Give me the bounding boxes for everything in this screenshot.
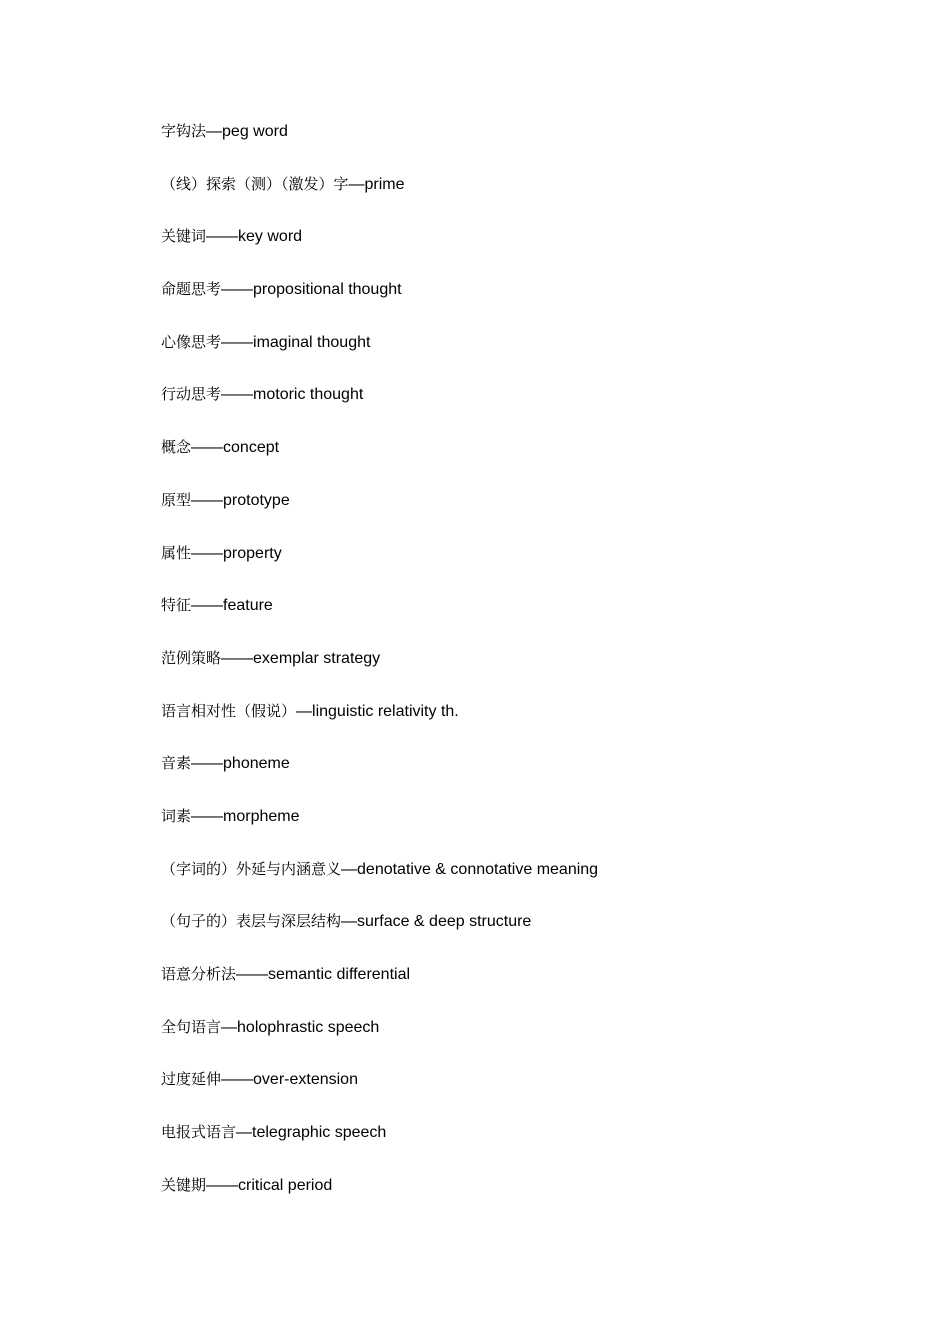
glossary-entry	[161, 1119, 881, 1172]
term-english: prototype	[223, 491, 290, 509]
term-separator: —	[296, 702, 313, 720]
glossary-entry	[161, 540, 881, 593]
term-separator: ——	[221, 333, 254, 351]
glossary-entry	[161, 908, 881, 961]
term-chinese: 特征	[161, 596, 192, 615]
glossary-entry	[161, 171, 881, 224]
glossary-entry	[161, 961, 881, 1014]
term-separator: ——	[191, 491, 224, 509]
term-chinese: 命题思考	[161, 280, 222, 299]
term-chinese: 语意分析法	[161, 965, 237, 983]
term-english: denotative & connotative meaning	[357, 860, 599, 878]
term-english: imaginal thought	[253, 333, 371, 351]
term-chinese: 关键词	[161, 227, 207, 246]
glossary-entry	[161, 750, 881, 803]
term-separator: —	[221, 1018, 238, 1036]
glossary-entry	[161, 1014, 881, 1067]
term-english: key word	[238, 228, 303, 246]
term-english: over-extension	[253, 1071, 358, 1089]
glossary-entry	[161, 223, 881, 276]
glossary-entry	[161, 118, 881, 171]
term-separator: —	[341, 860, 358, 878]
term-separator: ——	[191, 755, 224, 773]
term-chinese: 范例策略	[161, 648, 222, 667]
term-english: propositional thought	[253, 281, 402, 299]
term-chinese: 字钩法	[161, 122, 207, 140]
glossary-entry	[161, 1172, 881, 1225]
term-english: prime	[364, 175, 405, 193]
glossary-entry	[161, 487, 881, 540]
term-chinese: 音素	[161, 754, 192, 773]
term-separator: ——	[206, 228, 239, 246]
term-separator: ——	[191, 544, 224, 562]
term-separator: —	[348, 175, 365, 193]
glossary-entry	[161, 1066, 881, 1119]
term-chinese: 概念	[161, 438, 192, 457]
glossary-entry	[161, 698, 881, 751]
glossary-entry	[161, 856, 881, 909]
term-separator: —	[236, 1124, 253, 1142]
term-english: semantic differential	[268, 966, 411, 983]
term-english: linguistic relativity th.	[312, 702, 459, 720]
term-chinese: （线）探索（测）（激发）字	[161, 174, 349, 193]
term-english: feature	[223, 597, 273, 615]
glossary-entry	[161, 592, 881, 645]
term-chinese: 词素	[161, 806, 192, 825]
term-english: peg word	[222, 123, 288, 140]
term-english: telegraphic speech	[252, 1124, 387, 1142]
glossary-entry	[161, 803, 881, 856]
term-chinese: （字词的）外延与内涵意义	[161, 859, 342, 878]
term-separator: —	[341, 913, 358, 931]
term-separator: ——	[191, 597, 224, 615]
term-separator: —	[206, 123, 223, 140]
glossary-entry	[161, 434, 881, 487]
term-chinese: 心像思考	[161, 332, 222, 351]
term-separator: ——	[221, 649, 254, 667]
term-separator: ——	[191, 807, 224, 825]
term-chinese: 语言相对性（假说）	[161, 701, 297, 720]
term-english: motoric thought	[253, 386, 364, 404]
term-separator: ——	[221, 281, 254, 299]
glossary-entry	[161, 645, 881, 698]
glossary-entry	[161, 276, 881, 329]
term-separator: ——	[221, 386, 254, 404]
term-english: holophrastic speech	[237, 1018, 380, 1036]
term-chinese: 行动思考	[161, 385, 222, 404]
term-english: phoneme	[223, 755, 290, 773]
term-chinese: 全句语言	[161, 1017, 222, 1036]
term-english: morpheme	[223, 807, 300, 825]
glossary-list	[161, 118, 881, 1224]
glossary-entry	[161, 381, 881, 434]
term-english: exemplar strategy	[253, 649, 381, 667]
term-separator: ——	[236, 966, 269, 983]
term-chinese: 过度延伸	[161, 1070, 222, 1089]
term-english: critical period	[238, 1176, 333, 1194]
term-english: property	[223, 544, 282, 562]
term-chinese: 属性	[161, 543, 192, 562]
term-separator: ——	[191, 439, 224, 457]
term-separator: ——	[221, 1071, 254, 1089]
term-chinese: （句子的）表层与深层结构	[161, 912, 342, 931]
term-chinese: 关键期	[161, 1175, 207, 1194]
term-chinese: 电报式语言	[161, 1123, 237, 1142]
term-english: surface & deep structure	[357, 913, 532, 931]
term-chinese: 原型	[161, 490, 192, 509]
term-english: concept	[223, 439, 280, 457]
term-separator: ——	[206, 1176, 239, 1194]
glossary-entry	[161, 329, 881, 382]
